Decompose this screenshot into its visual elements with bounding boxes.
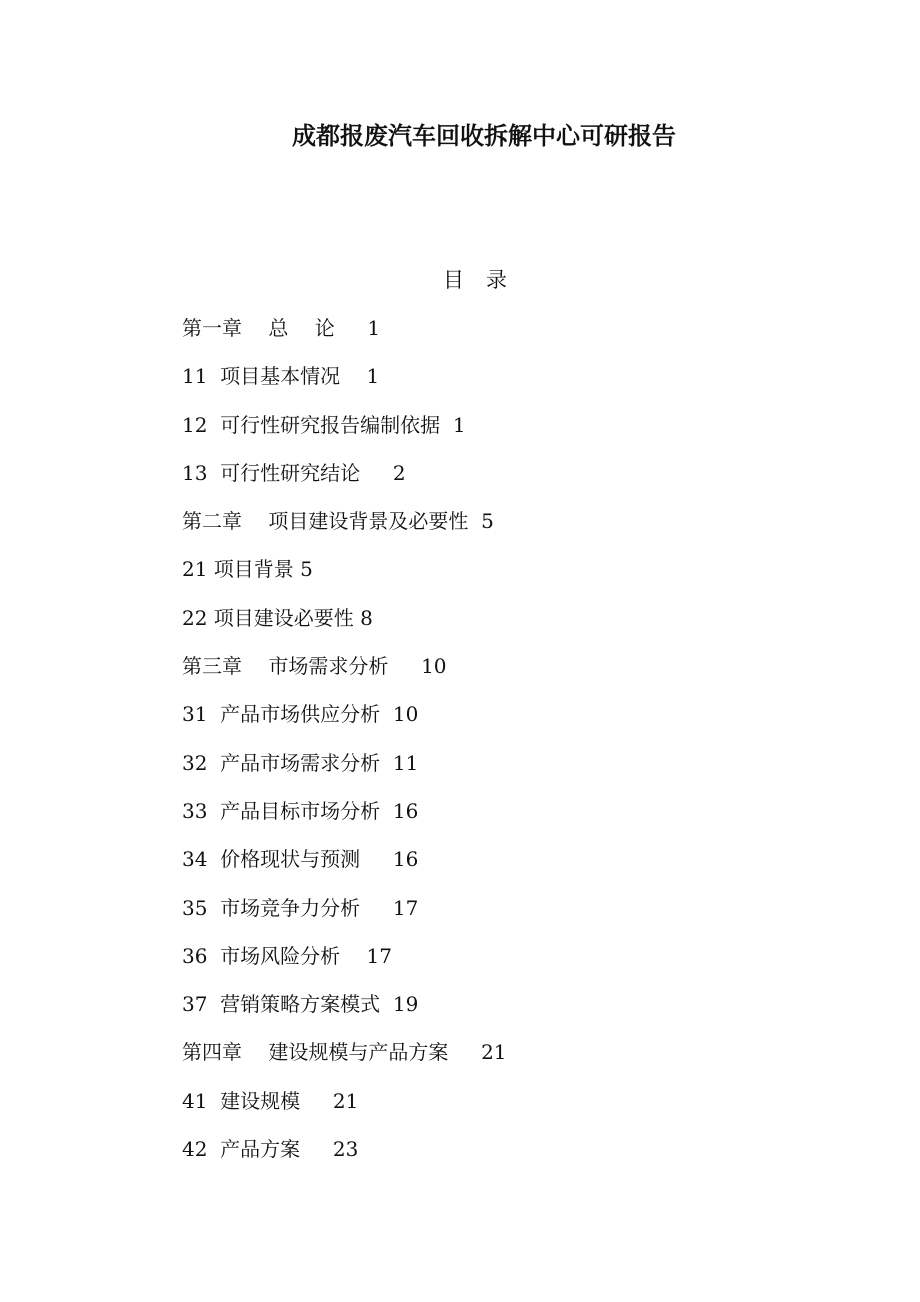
toc-heading-char-2: 录 — [486, 268, 507, 292]
toc-entry[interactable] — [182, 505, 507, 553]
toc-entry-text: 34 价格现状与预测 16 — [182, 847, 419, 872]
toc-entry-text: 11 项目基本情况 1 — [182, 364, 380, 389]
toc-entry-text: 36 市场风险分析 17 — [182, 943, 392, 968]
document-title: 成都报废汽车回收拆解中心可研报告 — [292, 121, 676, 150]
table-of-contents — [182, 312, 507, 1181]
toc-entry-text: 32 产品市场需求分析 11 — [182, 750, 419, 775]
toc-entry[interactable] — [182, 795, 507, 843]
toc-entry[interactable] — [182, 602, 507, 650]
toc-entry-text: 41 建设规模 21 — [182, 1088, 359, 1113]
toc-entry-text: 第三章 市场需求分析 10 — [182, 654, 447, 679]
toc-entry-text: 第四章 建设规模与产品方案 21 — [182, 1040, 507, 1065]
toc-entry[interactable] — [182, 1036, 507, 1084]
toc-entry-text: 12 可行性研究报告编制依据 1 — [182, 412, 466, 437]
toc-entry-text: 13 可行性研究结论 2 — [182, 460, 406, 485]
toc-entry-text: 第一章 总 论 1 — [182, 316, 381, 340]
toc-entry-text: 第二章 项目建设背景及必要性 5 — [182, 509, 494, 534]
toc-entry[interactable] — [182, 312, 507, 360]
toc-entry[interactable] — [182, 1133, 507, 1181]
toc-heading — [0, 266, 920, 294]
toc-entry[interactable] — [182, 843, 507, 891]
toc-heading-char-1: 目 — [443, 268, 464, 292]
toc-entry[interactable] — [182, 988, 507, 1036]
toc-entry[interactable] — [182, 892, 507, 940]
toc-entry-text: 22 项目建设必要性 8 — [182, 605, 373, 630]
toc-entry-text: 21 项目背景 5 — [182, 557, 313, 582]
toc-entry[interactable] — [182, 553, 507, 601]
toc-entry[interactable] — [182, 698, 507, 746]
toc-entry[interactable] — [182, 457, 507, 505]
toc-entry-text: 37 营销策略方案模式 19 — [182, 992, 419, 1017]
toc-entry[interactable] — [182, 409, 507, 457]
toc-entry-text: 35 市场竞争力分析 17 — [182, 895, 419, 920]
toc-entry[interactable] — [182, 650, 507, 698]
toc-entry-text: 42 产品方案 23 — [182, 1137, 359, 1162]
toc-entry[interactable] — [182, 940, 507, 988]
toc-entry[interactable] — [182, 360, 507, 408]
toc-entry-text: 33 产品目标市场分析 16 — [182, 798, 419, 823]
toc-entry-text: 31 产品市场供应分析 10 — [182, 702, 419, 727]
toc-entry[interactable] — [182, 1085, 507, 1133]
toc-entry[interactable] — [182, 747, 507, 795]
